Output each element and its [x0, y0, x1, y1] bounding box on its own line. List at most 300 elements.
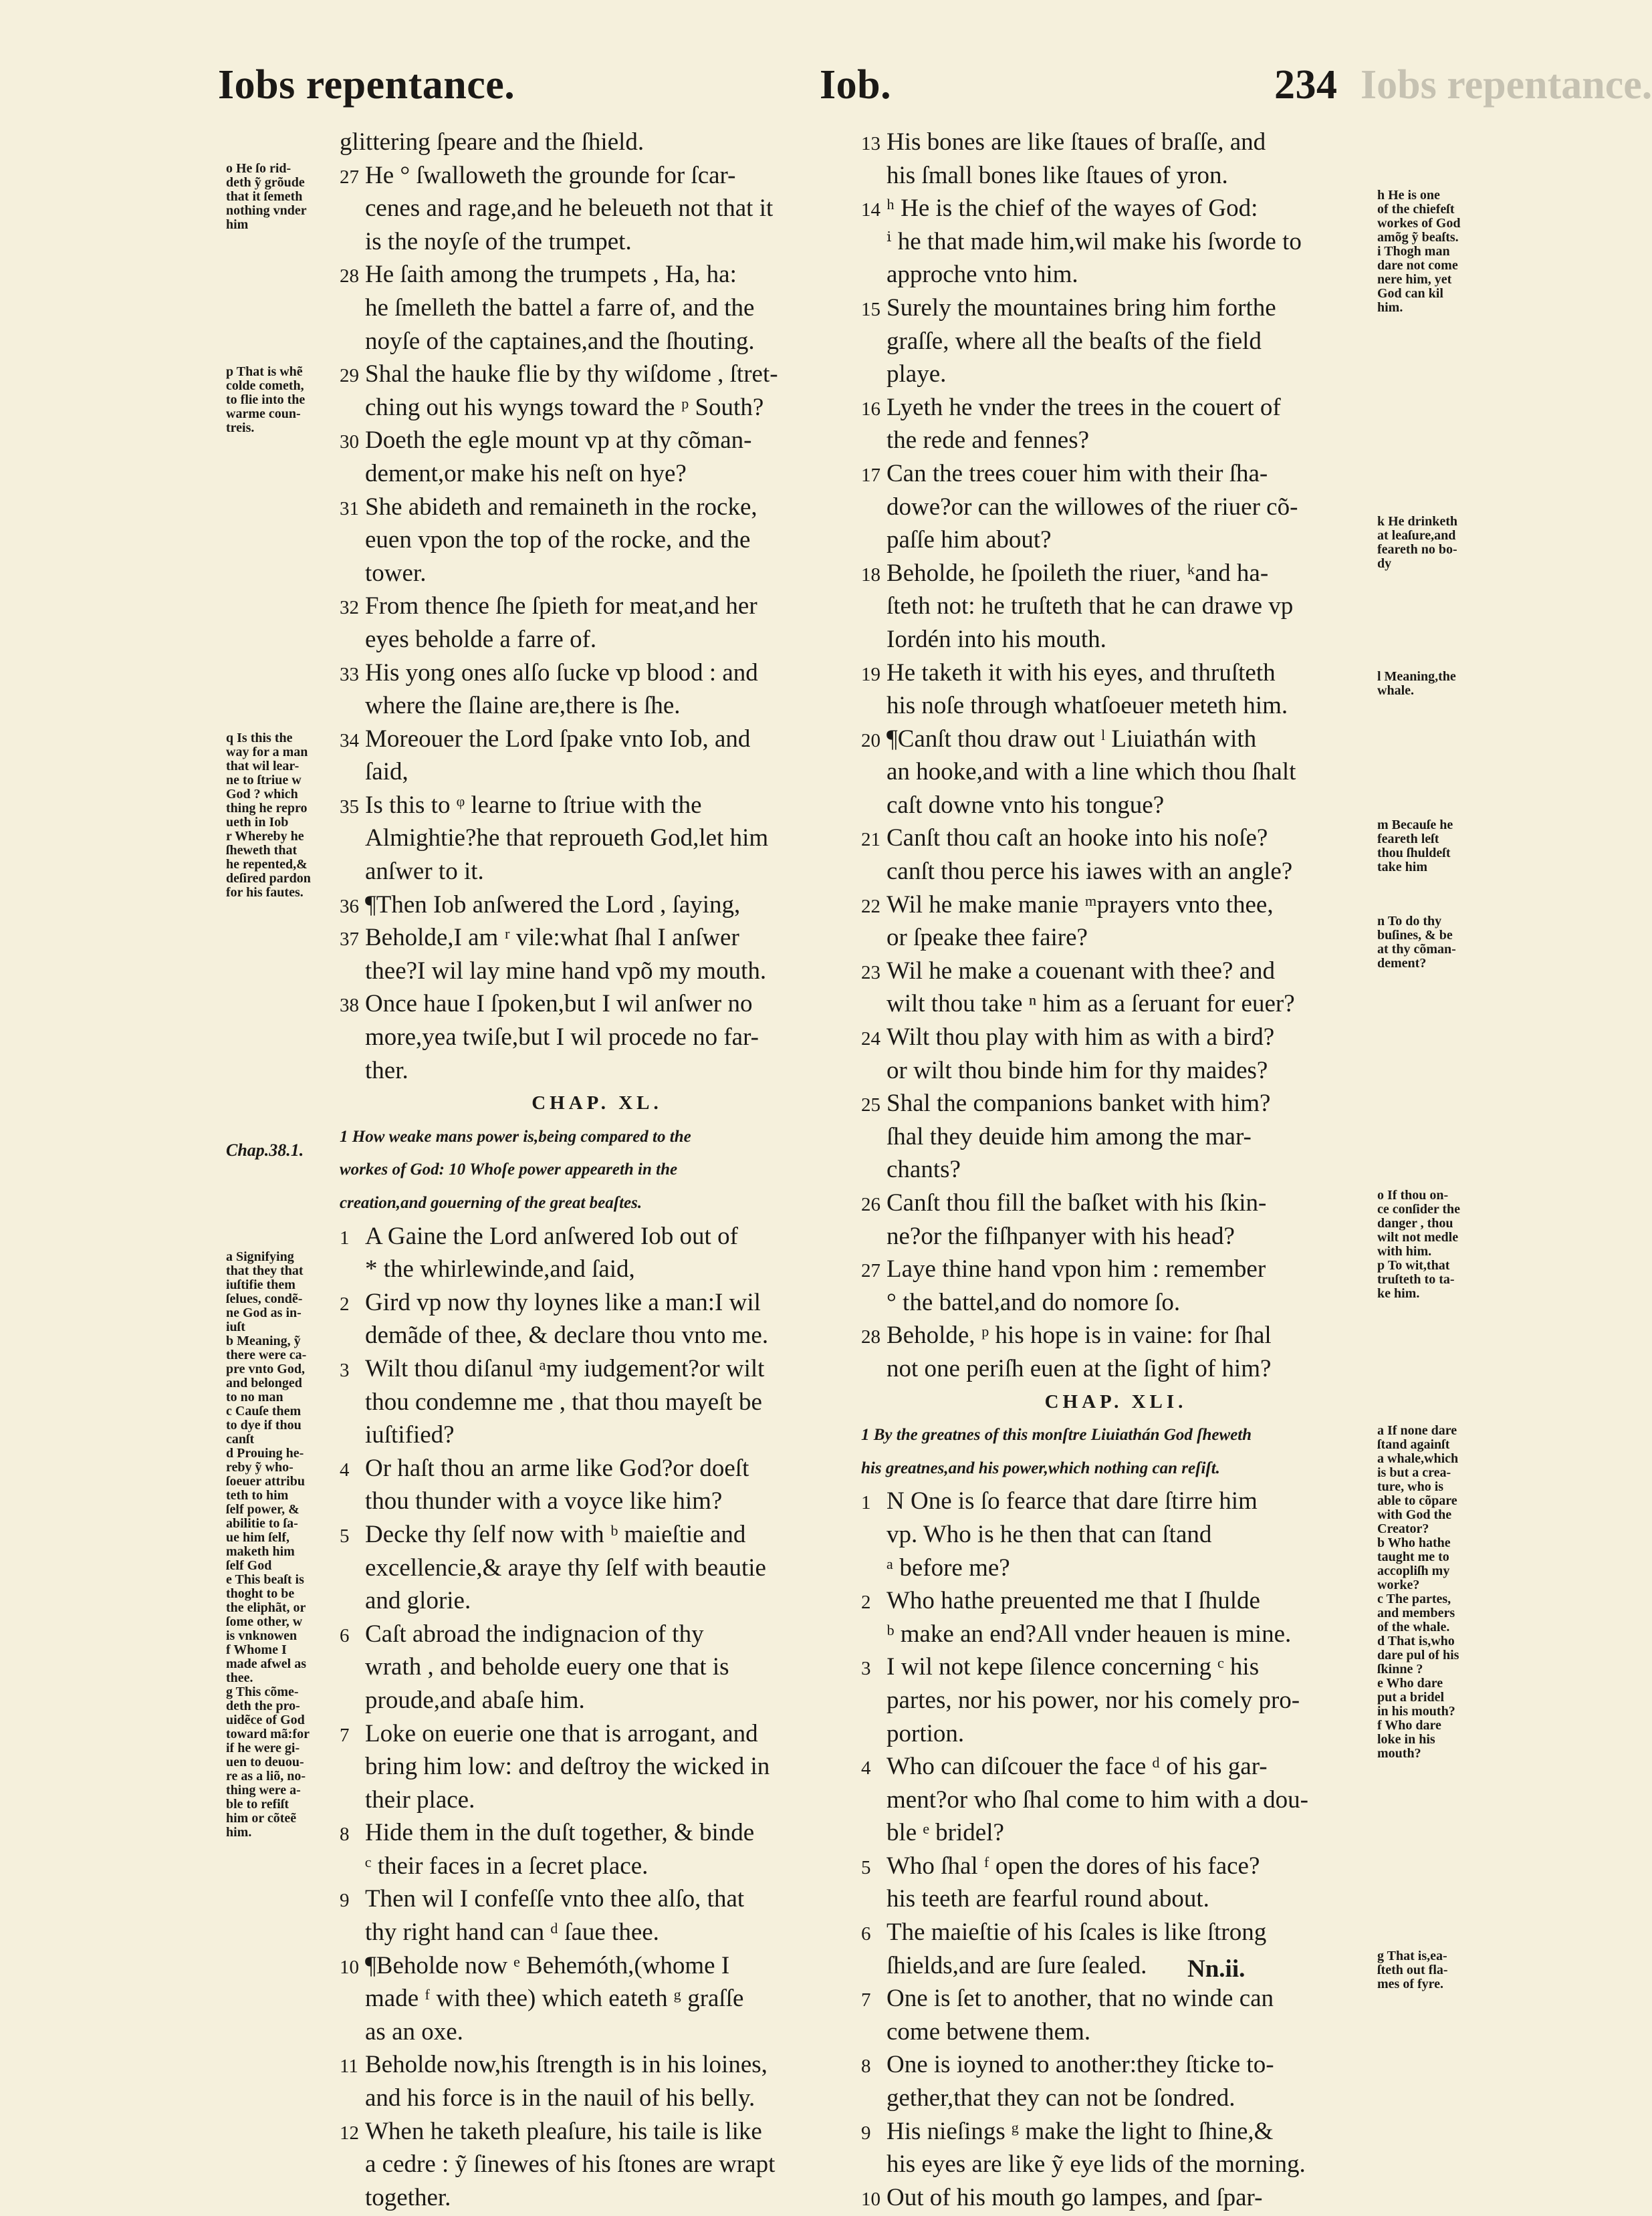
- text-line: [340, 1783, 854, 1817]
- line-text: euen vpon the top of the rocke, and the: [365, 526, 751, 554]
- line-text: Decke thy ſelf now with ᵇ maieſtie and: [365, 1520, 746, 1548]
- verse-line: [861, 888, 1371, 922]
- verse-line: [340, 2115, 854, 2148]
- text-line: [340, 1850, 854, 1883]
- verse-line: [861, 1187, 1371, 1220]
- line-text: is the noyſe of the trumpet.: [365, 227, 632, 255]
- line-text: * the whirlewinde,and ſaid,: [365, 1255, 635, 1283]
- line-text: He ſaith among the trumpets , Ha, ha:: [365, 261, 737, 289]
- line-text: He taketh it with his eyes, and thruſteth: [887, 658, 1276, 687]
- signature-mark: Nn.ii.: [1187, 1955, 1246, 1983]
- text-line: [861, 1949, 1371, 1983]
- verse-number: 8: [861, 2056, 871, 2078]
- line-text: ching out his wyngs toward the ᵖ South?: [365, 393, 764, 421]
- verse-line: [340, 1618, 854, 1651]
- text-line: [340, 1319, 854, 1352]
- chapter-heading: CHAP. XLI.: [1044, 1390, 1187, 1412]
- line-text: thou thunder with a voyce like him?: [365, 1487, 723, 1515]
- verse-number: 29: [340, 365, 359, 387]
- text-line: [340, 1684, 854, 1717]
- verse-line: [861, 391, 1371, 424]
- line-text: thou condemne me , that thou mayeſt be: [365, 1388, 762, 1416]
- text-line: [340, 755, 854, 789]
- margin-note: g That is,ea- ſteth out fla- mes of fyre.: [1377, 1949, 1448, 1991]
- line-text: paſſe him about?: [887, 526, 1052, 554]
- verse-line: [861, 1021, 1371, 1054]
- line-text: ¶Canſt thou draw out ˡ Liuiathán with: [887, 725, 1257, 753]
- text-line: [861, 491, 1371, 524]
- line-text: Beholde now,his ſtrength is in his loines,: [365, 2051, 768, 2079]
- line-text: Then wil I confeſſe vnto thee alſo, that: [365, 1885, 745, 1913]
- verse-number: 37: [340, 929, 359, 951]
- line-text: Canſt thou caſt an hooke into his noſe?: [887, 824, 1268, 852]
- text-line: [861, 921, 1371, 955]
- line-text: partes, nor his power, nor his comely pro-: [887, 1686, 1300, 1714]
- right-text-column: [861, 126, 1371, 2214]
- text-line: [340, 1021, 854, 1054]
- text-line: [861, 1618, 1371, 1651]
- text-line: [861, 159, 1371, 193]
- line-text: She abideth and remaineth in the rocke,: [365, 493, 757, 521]
- margin-note: m Becauſe he feareth leſt thou ſhuldeſt take him: [1377, 818, 1453, 874]
- verse-number: 3: [861, 1658, 871, 1680]
- line-text: Out of his mouth go lampes, and ſpar-: [887, 2183, 1263, 2211]
- line-text: Canſt thou fill the baſket with his ſkin-: [887, 1189, 1267, 1217]
- line-text: When he taketh pleaſure, his taile is like: [365, 2117, 762, 2145]
- line-text: A Gaine the Lord anſwered Iob out of: [365, 1222, 738, 1250]
- verse-number: 31: [340, 497, 359, 519]
- line-text: ¶Then Iob anſwered the Lord , ſaying,: [365, 890, 741, 918]
- text-line: [340, 325, 854, 358]
- line-text: Is this to ᵠ learne to ſtriue with the: [365, 791, 702, 819]
- line-text: canſt thou perce his iawes with an angle?: [887, 858, 1293, 886]
- line-text: Can the trees couer him with their ſha-: [887, 459, 1268, 487]
- verse-number: 38: [340, 995, 359, 1017]
- text-line: [340, 1552, 854, 1585]
- verse-number: 25: [861, 1094, 880, 1116]
- verse-line: [861, 2048, 1371, 2082]
- line-text: Wil he make a couenant with thee? and: [887, 957, 1276, 985]
- running-head-left: Iobs repentance.: [218, 62, 515, 108]
- verse-number: 9: [340, 1890, 350, 1912]
- verse-number: 11: [340, 2056, 358, 2078]
- verse-line: [340, 1220, 854, 1253]
- line-text: I wil not kepe ſilence concerning ᶜ his: [887, 1653, 1260, 1681]
- verse-number: 3: [340, 1359, 350, 1381]
- verse-number: 33: [340, 663, 359, 685]
- verse-number: 6: [861, 1923, 871, 1945]
- line-text: iuſtified?: [365, 1421, 455, 1449]
- verse-number: 16: [861, 398, 880, 420]
- text-line: [861, 1816, 1371, 1850]
- verse-number: 7: [340, 1724, 350, 1746]
- text-line: [340, 1419, 854, 1452]
- line-text: and glorie.: [365, 1587, 471, 1615]
- verse-line: [340, 424, 854, 457]
- text-line: [861, 590, 1371, 623]
- verse-line: [340, 1352, 854, 1386]
- line-text: dowe?or can the willowes of the riuer cõ-: [887, 493, 1298, 521]
- text-line: [861, 1518, 1371, 1552]
- line-text: Hide them in the duſt together, & binde: [365, 1819, 755, 1847]
- verse-number: 6: [340, 1624, 350, 1646]
- verse-line: [861, 2115, 1371, 2148]
- verse-number: 1: [861, 1492, 871, 1514]
- margin-note: p That is whẽ colde cometh, to flie into the warme coun- treis.: [226, 364, 306, 435]
- verse-number: 2: [861, 1592, 871, 1614]
- margin-note: o If thou on- ce conſider the danger , thou wilt not medle with him. p To wit,that truſteth to ta- ke him.: [1377, 1188, 1461, 1301]
- line-text: wrath , and beholde euery one that is: [365, 1653, 729, 1681]
- line-text: Surely the mountaines bring him forthe: [887, 293, 1276, 322]
- verse-line: [861, 126, 1371, 159]
- line-text: ʰ He is the chief of the wayes of God:: [887, 195, 1258, 223]
- verse-line: [340, 789, 854, 822]
- verse-line: [340, 2048, 854, 2082]
- text-line: [340, 523, 854, 557]
- text-line: [861, 2082, 1371, 2115]
- line-text: vp. Who is he then that can ſtand: [887, 1520, 1212, 1548]
- line-text: ᶜ their faces in a ſecret place.: [365, 1852, 648, 1880]
- margin-note: a If none dare ſtand againſt a whale,which is but a crea- ture, who is able to cõpare with God the Creator? b Who hathe taught me to accopliſh my worke? c The partes, and members of the whale. d That is,who dare pul of his ſkinne ? e Who dare put a bridel in his mouth? f Who dare loke in his mouth?: [1377, 1423, 1459, 1761]
- text-line: [340, 1916, 854, 1949]
- line-text: caſt downe vnto his tongue?: [887, 791, 1165, 819]
- verse-line: [340, 1717, 854, 1751]
- line-text: Who hathe preuented me that I ſhulde: [887, 1587, 1260, 1615]
- text-line: [861, 1717, 1371, 1751]
- line-text: ¶Beholde now ᵉ Behemóth,(whome I: [365, 1951, 730, 1979]
- line-text: ne?or the fiſhpanyer with his head?: [887, 1222, 1235, 1250]
- chapter-summary-line: workes of God: 10 Whoſe power appeareth in the: [340, 1160, 678, 1179]
- line-text: excellencie,& araye thy ſelf with beautie: [365, 1554, 766, 1582]
- text-line: [340, 1982, 854, 2015]
- verse-number: 2: [340, 1293, 350, 1315]
- verse-line: [340, 1816, 854, 1850]
- line-text: Wilt thou play with him as with a bird?: [887, 1023, 1275, 1052]
- verse-line: [861, 955, 1371, 988]
- line-text: proude,and abaſe him.: [365, 1686, 585, 1714]
- verse-line: [861, 1087, 1371, 1120]
- verse-number: 13: [861, 133, 880, 154]
- text-line: [861, 225, 1371, 259]
- verse-line: [861, 1982, 1371, 2015]
- line-text: He ° ſwalloweth the grounde for ſcar-: [365, 161, 736, 189]
- text-line: [340, 457, 854, 491]
- verse-line: [340, 723, 854, 756]
- line-text: ᵃ before me?: [887, 1554, 1010, 1582]
- text-line: [861, 2015, 1371, 2049]
- running-head-center: Iob.: [820, 62, 892, 108]
- chapter-summary-line: 1 How weake mans power is,being compared to the: [340, 1127, 691, 1146]
- text-line: [340, 557, 854, 590]
- line-text: thee?I wil lay mine hand vpõ my mouth.: [365, 957, 767, 985]
- line-text: a cedre : ỹ ſinewes of his ſtones are wrapt: [365, 2150, 776, 2179]
- chapter-summary-line: creation,and gouerning of the great beaſtes.: [340, 1194, 642, 1212]
- line-text: ſteth not: he truſteth that he can drawe vp: [887, 592, 1294, 620]
- verse-line: [861, 1253, 1371, 1286]
- text-line: [861, 1783, 1371, 1817]
- margin-note: o He ſo rid- deth ỹ grõude that it ſemeth nothing vnder him: [226, 161, 307, 232]
- text-line: [861, 689, 1371, 723]
- margin-note: k He drinketh at leaſure,and feareth no bo- dy: [1377, 514, 1458, 571]
- line-text: ble ᵉ bridel?: [887, 1819, 1004, 1847]
- verse-line: [861, 291, 1371, 325]
- verse-line: [861, 822, 1371, 855]
- text-line: [340, 955, 854, 988]
- verse-number: 32: [340, 597, 359, 619]
- verse-number: 22: [861, 895, 880, 917]
- line-text: Who can diſcouer the face ᵈ of his gar-: [887, 1753, 1268, 1781]
- text-line: [340, 1485, 854, 1518]
- verse-number: 34: [340, 729, 359, 751]
- line-text: he ſmelleth the battel a farre of, and the: [365, 293, 755, 322]
- line-text: ſhal they deuide him among the mar-: [887, 1122, 1252, 1150]
- margin-note: Chap.38.1.: [226, 1140, 304, 1160]
- line-text: come betwene them.: [887, 2017, 1091, 2046]
- line-text: N One is ſo fearce that dare ſtirre him: [887, 1487, 1258, 1515]
- page-number: 234: [1274, 62, 1338, 108]
- verse-line: [340, 1949, 854, 1983]
- line-text: his noſe through whatſoeuer meteth him.: [887, 692, 1288, 720]
- margin-note: h He is one of the chiefeſt workes of God amõg ỹ beaſts. i Thogh man dare not come nere him, yet God can kil him.: [1377, 188, 1461, 315]
- verse-line: [340, 258, 854, 291]
- verse-number: 8: [340, 1824, 350, 1846]
- line-text: thy right hand can ᵈ ſaue thee.: [365, 1919, 659, 1947]
- verse-line: [861, 656, 1371, 690]
- text-line: [340, 391, 854, 424]
- verse-number: 36: [340, 895, 359, 917]
- line-text: His nieſings ᵍ make the light to ſhine,&: [887, 2117, 1274, 2145]
- line-text: his eyes are like ỹ eye lids of the morning.: [887, 2150, 1306, 2179]
- text-line: [861, 258, 1371, 291]
- verse-number: 15: [861, 298, 880, 320]
- text-line: [861, 424, 1371, 457]
- line-text: Iordén into his mouth.: [887, 625, 1106, 653]
- verse-line: [340, 987, 854, 1021]
- verse-line: [340, 358, 854, 391]
- line-text: anſwer to it.: [365, 858, 484, 886]
- text-line: [340, 855, 854, 888]
- text-line: [340, 822, 854, 855]
- text-line: glittering ſpeare and the ſhield.: [340, 128, 644, 156]
- verse-line: [340, 1452, 854, 1485]
- line-text: One is ſet to another, that no winde can: [887, 1985, 1274, 2013]
- show-through-running-head: Iobs repentance.: [1361, 62, 1652, 108]
- verse-number: 12: [340, 2122, 359, 2144]
- line-text: noyſe of the captaines,and the ſhouting.: [365, 327, 755, 355]
- line-text: tower.: [365, 559, 427, 587]
- chapter-summary-line: 1 By the greatnes of this monſtre Liuiathán God ſheweth: [861, 1426, 1252, 1445]
- chapter-heading: CHAP. XL.: [532, 1092, 663, 1114]
- verse-line: [861, 1485, 1371, 1518]
- line-text: where the ſlaine are,there is ſhe.: [365, 692, 681, 720]
- line-text: Beholde,I am ʳ vile:what ſhal I anſwer: [365, 924, 739, 952]
- text-line: [861, 623, 1371, 656]
- line-text: Almightie?he that reproueth God,let him: [365, 824, 769, 852]
- verse-line: [340, 491, 854, 524]
- verse-number: 21: [861, 829, 880, 851]
- line-text: and his force is in the nauil of his belly.: [365, 2084, 755, 2112]
- verse-line: [340, 656, 854, 690]
- line-text: His bones are like ſtaues of braſſe, and: [887, 128, 1266, 156]
- line-text: as an oxe.: [365, 2017, 463, 2046]
- line-text: gether,that they can not be ſondred.: [887, 2084, 1235, 2112]
- line-text: his ſmall bones like ſtaues of yron.: [887, 161, 1228, 189]
- line-text: One is ioyned to another:they ſticke to-: [887, 2051, 1274, 2079]
- line-text: ⁱ he that made him,wil make his ſworde to: [887, 227, 1302, 255]
- line-text: Loke on euerie one that is arrogant, and: [365, 1719, 758, 1747]
- verse-number: 5: [340, 1525, 350, 1547]
- line-text: his teeth are fearful round about.: [887, 1885, 1209, 1913]
- text-line: [861, 523, 1371, 557]
- margin-note: q Is this the way for a man that wil lear- ne to ſtriue w God ? which thing he repro ueth in Iob r Whereby he ſheweth that he repented,& deſired pardon for his fautes.: [226, 731, 311, 900]
- verse-line: [861, 1650, 1371, 1684]
- text-line: [861, 1054, 1371, 1088]
- text-line: [861, 855, 1371, 888]
- line-text: Beholde, he ſpoileth the riuer, ᵏand ha-: [887, 559, 1269, 587]
- line-text: bring him low: and deſtroy the wicked in: [365, 1753, 770, 1781]
- text-line: [861, 1684, 1371, 1717]
- verse-number: 7: [861, 1989, 871, 2011]
- text-line: [861, 358, 1371, 391]
- verse-number: 9: [861, 2122, 871, 2144]
- line-text: playe.: [887, 360, 947, 388]
- verse-line: [340, 921, 854, 955]
- text-line: [861, 1120, 1371, 1154]
- line-text: Moreouer the Lord ſpake vnto Iob, and: [365, 725, 751, 753]
- verse-number: 1: [340, 1227, 350, 1249]
- text-line: [340, 689, 854, 723]
- text-line: [861, 1220, 1371, 1253]
- verse-number: 28: [861, 1326, 880, 1348]
- line-text: ᵇ make an end?All vnder heauen is mine.: [887, 1620, 1292, 1648]
- line-text: together.: [365, 2183, 451, 2211]
- verse-number: 4: [340, 1459, 350, 1481]
- verse-number: 19: [861, 663, 880, 685]
- line-text: Wil he make manie ᵐprayers vnto thee,: [887, 890, 1274, 918]
- verse-line: [861, 457, 1371, 491]
- text-line: [861, 325, 1371, 358]
- verse-line: [340, 1882, 854, 1916]
- line-text: portion.: [887, 1719, 965, 1747]
- text-line: [861, 987, 1371, 1021]
- text-line: [340, 1253, 854, 1286]
- margin-note: l Meaning,the whale.: [1377, 669, 1456, 698]
- chapter-summary-line: his greatnes,and his power,which nothing can reſiſt.: [861, 1459, 1220, 1477]
- text-line: [861, 1552, 1371, 1585]
- line-text: or wilt thou binde him for thy maides?: [887, 1056, 1268, 1084]
- verse-number: 23: [861, 961, 880, 983]
- line-text: His yong ones alſo ſucke vp blood : and: [365, 658, 758, 687]
- verse-number: 10: [861, 2188, 880, 2210]
- verse-number: 5: [861, 1856, 871, 1878]
- verse-number: 18: [861, 564, 880, 586]
- line-text: chants?: [887, 1156, 961, 1184]
- text-line: [861, 1352, 1371, 1386]
- verse-number: 17: [861, 464, 880, 486]
- line-text: Beholde, ᵖ his hope is in vaine: for ſhal: [887, 1322, 1272, 1350]
- line-text: dement,or make his neſt on hye?: [365, 459, 687, 487]
- verse-number: 30: [340, 431, 359, 453]
- text-line: [340, 623, 854, 656]
- line-text: demãde of thee, & declare thou vnto me.: [365, 1322, 769, 1350]
- verse-line: [340, 159, 854, 193]
- verse-line: [861, 1916, 1371, 1949]
- line-text: more,yea twiſe,but I wil procede no far-: [365, 1023, 759, 1052]
- text-line: [340, 1054, 854, 1088]
- text-line: [861, 2148, 1371, 2181]
- line-text: an hooke,and with a line which thou ſhalt: [887, 758, 1296, 786]
- text-line: [340, 1386, 854, 1419]
- verse-number: 10: [340, 1956, 359, 1978]
- line-text: From thence ſhe ſpieth for meat,and her: [365, 592, 757, 620]
- line-text: ther.: [365, 1056, 408, 1084]
- text-line: [861, 1882, 1371, 1916]
- verse-number: 26: [861, 1194, 880, 1215]
- line-text: Who ſhal ᶠ open the dores of his face?: [887, 1852, 1260, 1880]
- line-text: Doeth the egle mount vp at thy cõman-: [365, 426, 752, 455]
- verse-number: 28: [340, 265, 359, 287]
- verse-number: 20: [861, 729, 880, 751]
- text-line: [340, 1750, 854, 1783]
- line-text: cenes and rage,and he beleueth not that it: [365, 195, 774, 223]
- verse-line: [340, 888, 854, 922]
- line-text: wilt thou take ⁿ him as a ſeruant for euer?: [887, 990, 1295, 1018]
- line-text: ° the battel,and do nomore ſo.: [887, 1288, 1181, 1316]
- verse-line: [340, 1518, 854, 1552]
- line-text: their place.: [365, 1786, 475, 1814]
- text-line: [861, 1153, 1371, 1187]
- text-line: [340, 2015, 854, 2049]
- verse-line: [340, 590, 854, 623]
- line-text: Gird vp now thy loynes like a man:I wil: [365, 1288, 761, 1316]
- verse-number: 35: [340, 795, 359, 818]
- verse-line: [861, 1850, 1371, 1883]
- left-text-column: [340, 126, 854, 2214]
- text-line: [340, 291, 854, 325]
- line-text: Or haſt thou an arme like God?or doeſt: [365, 1454, 749, 1482]
- line-text: the rede and fennes?: [887, 426, 1090, 455]
- text-line: [861, 789, 1371, 822]
- line-text: ment?or who ſhal come to him with a dou-: [887, 1786, 1308, 1814]
- text-line: [340, 2181, 854, 2215]
- line-text: or ſpeake thee faire?: [887, 924, 1088, 952]
- text-line: [340, 225, 854, 259]
- line-text: Shal the companions banket with him?: [887, 1090, 1271, 1118]
- line-text: Shal the hauke flie by thy wiſdome , ſtret-: [365, 360, 778, 388]
- verse-line: [861, 1319, 1371, 1352]
- line-text: graſſe, where all the beaſts of the field: [887, 327, 1262, 355]
- line-text: made ᶠ with thee) which eateth ᵍ graſſe: [365, 1985, 744, 2013]
- verse-line: [861, 557, 1371, 590]
- line-text: Wilt thou diſanul ᵃmy iudgement?or wilt: [365, 1354, 765, 1382]
- verse-number: 14: [861, 199, 880, 221]
- text-line: [340, 1584, 854, 1618]
- verse-line: [861, 1750, 1371, 1783]
- verse-line: [861, 192, 1371, 225]
- line-text: approche vnto him.: [887, 261, 1078, 289]
- margin-note: n To do thy buſines, & be at thy cõman- dement?: [1377, 914, 1456, 971]
- text-line: [861, 1286, 1371, 1320]
- verse-number: 4: [861, 1757, 871, 1779]
- verse-line: [861, 2181, 1371, 2215]
- line-text: ſhields,and are ſure ſealed.: [887, 1951, 1147, 1979]
- text-line: [340, 192, 854, 225]
- line-text: Caſt abroad the indignacion of thy: [365, 1620, 704, 1648]
- line-text: not one periſh euen at the ſight of him?: [887, 1354, 1272, 1382]
- verse-number: 27: [340, 166, 359, 188]
- text-line: [340, 2148, 854, 2181]
- text-line: [340, 1650, 854, 1684]
